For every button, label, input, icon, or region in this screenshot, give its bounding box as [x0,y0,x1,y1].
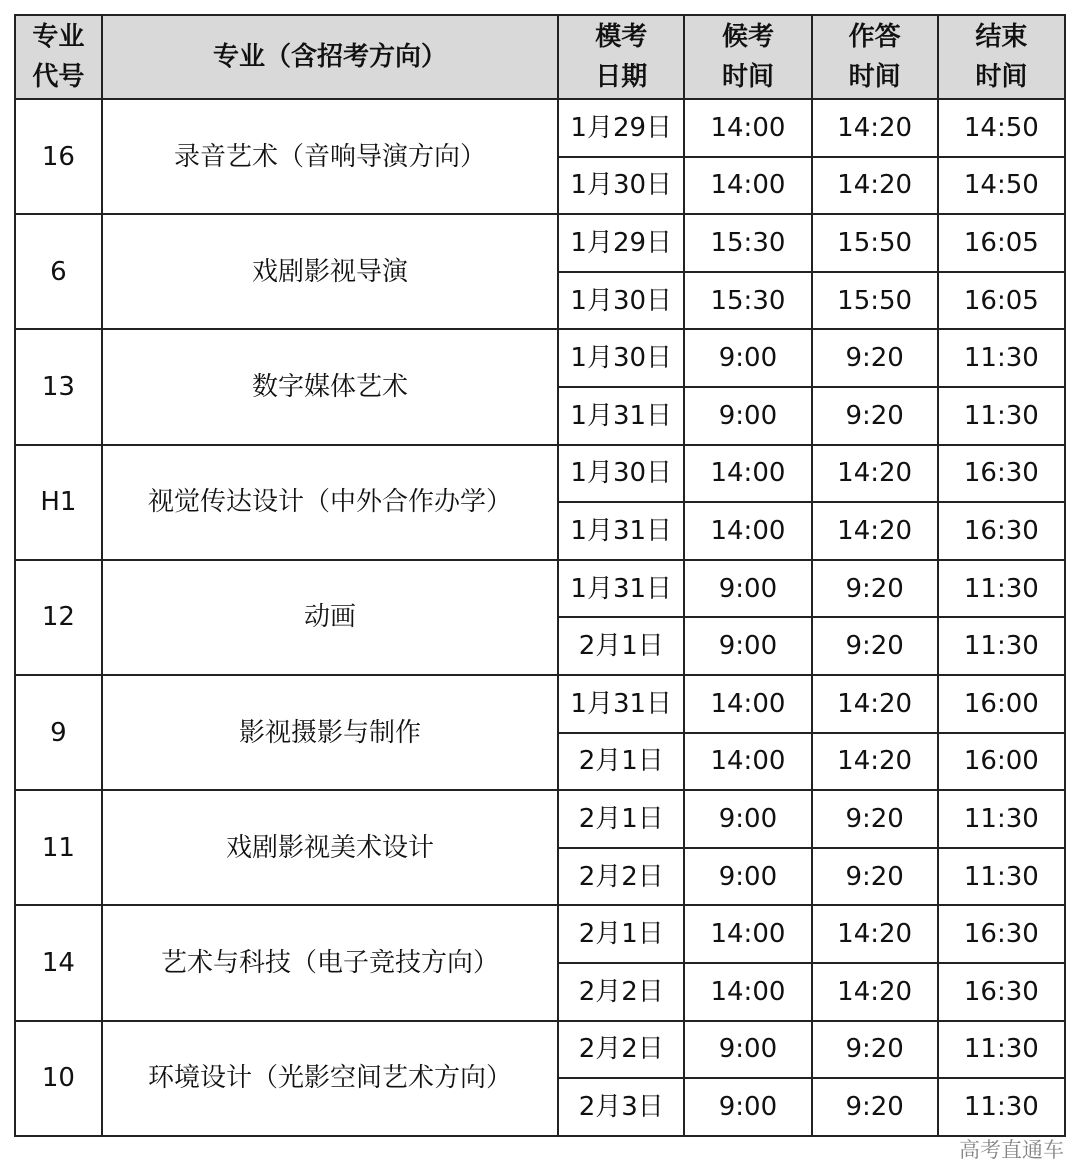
answer-time-cell: 9:20 [812,387,938,445]
wait-time-cell: 9:00 [684,1021,811,1079]
answer-time-cell: 14:20 [812,733,938,791]
mock-date-cell: 1月29日 [558,99,684,157]
header-end-time: 结束 时间 [938,15,1065,99]
answer-time-cell: 9:20 [812,790,938,848]
major-code-cell: 12 [15,560,102,675]
major-code-cell: 10 [15,1021,102,1136]
header-wait-time: 候考 时间 [684,15,811,99]
answer-time-cell: 9:20 [812,1078,938,1136]
wait-time-cell: 14:00 [684,445,811,503]
end-time-cell: 11:30 [938,790,1065,848]
mock-date-cell: 1月31日 [558,502,684,560]
header-major-code: 专业 代号 [15,15,102,99]
answer-time-cell: 14:20 [812,502,938,560]
major-code-cell: 9 [15,675,102,790]
major-name-cell: 艺术与科技（电子竞技方向） [102,905,558,1020]
end-time-cell: 11:30 [938,1021,1065,1079]
table-row [15,790,1065,848]
mock-date-cell: 2月2日 [558,1021,684,1079]
header-major: 专业（含招考方向） [102,15,558,99]
mock-date-cell: 1月31日 [558,675,684,733]
end-time-cell: 16:00 [938,675,1065,733]
mock-date-cell: 2月1日 [558,733,684,791]
end-time-cell: 11:30 [938,329,1065,387]
wait-time-cell: 14:00 [684,502,811,560]
table-row [15,329,1065,387]
table-row [15,445,1065,503]
major-code-cell: 14 [15,905,102,1020]
mock-date-cell: 2月1日 [558,905,684,963]
wait-time-cell: 14:00 [684,157,811,215]
major-name-cell: 录音艺术（音响导演方向） [102,99,558,214]
table-row [15,1021,1065,1079]
end-time-cell: 16:30 [938,905,1065,963]
table-row [15,675,1065,733]
mock-date-cell: 2月2日 [558,963,684,1021]
answer-time-cell: 14:20 [812,963,938,1021]
end-time-cell: 16:30 [938,963,1065,1021]
wait-time-cell: 9:00 [684,1078,811,1136]
mock-date-cell: 1月30日 [558,329,684,387]
mock-date-cell: 1月31日 [558,560,684,618]
wait-time-cell: 9:00 [684,387,811,445]
major-name-cell: 戏剧影视美术设计 [102,790,558,905]
header-mock-date: 模考 日期 [558,15,684,99]
answer-time-cell: 15:50 [812,272,938,330]
wait-time-cell: 9:00 [684,848,811,906]
mock-date-cell: 1月30日 [558,157,684,215]
answer-time-cell: 14:20 [812,905,938,963]
answer-time-cell: 9:20 [812,560,938,618]
wait-time-cell: 14:00 [684,963,811,1021]
answer-time-cell: 14:20 [812,675,938,733]
major-code-cell: 16 [15,99,102,214]
end-time-cell: 11:30 [938,617,1065,675]
watermark: 高考直通车 [959,1137,1064,1162]
table-row [15,905,1065,963]
major-name-cell: 数字媒体艺术 [102,329,558,444]
wait-time-cell: 9:00 [684,790,811,848]
major-name-cell: 环境设计（光影空间艺术方向） [102,1021,558,1136]
major-code-cell: 11 [15,790,102,905]
wait-time-cell: 15:30 [684,272,811,330]
end-time-cell: 11:30 [938,1078,1065,1136]
mock-exam-schedule-table [14,14,1066,1137]
mock-date-cell: 1月29日 [558,214,684,272]
wait-time-cell: 14:00 [684,905,811,963]
end-time-cell: 16:05 [938,272,1065,330]
major-code-cell: 13 [15,329,102,444]
mock-date-cell: 2月1日 [558,617,684,675]
table-row [15,214,1065,272]
mock-date-cell: 1月30日 [558,445,684,503]
mock-date-cell: 2月3日 [558,1078,684,1136]
mock-date-cell: 1月30日 [558,272,684,330]
mock-date-cell: 2月1日 [558,790,684,848]
mock-date-cell: 2月2日 [558,848,684,906]
answer-time-cell: 9:20 [812,1021,938,1079]
wait-time-cell: 9:00 [684,617,811,675]
wait-time-cell: 14:00 [684,99,811,157]
end-time-cell: 16:30 [938,502,1065,560]
end-time-cell: 16:05 [938,214,1065,272]
end-time-cell: 11:30 [938,387,1065,445]
major-name-cell: 影视摄影与制作 [102,675,558,790]
end-time-cell: 14:50 [938,157,1065,215]
end-time-cell: 14:50 [938,99,1065,157]
mock-date-cell: 1月31日 [558,387,684,445]
major-code-cell: H1 [15,445,102,560]
major-code-cell: 6 [15,214,102,329]
end-time-cell: 11:30 [938,848,1065,906]
answer-time-cell: 9:20 [812,617,938,675]
major-name-cell: 动画 [102,560,558,675]
wait-time-cell: 15:30 [684,214,811,272]
answer-time-cell: 14:20 [812,99,938,157]
table-row [15,99,1065,157]
answer-time-cell: 15:50 [812,214,938,272]
end-time-cell: 16:00 [938,733,1065,791]
answer-time-cell: 9:20 [812,329,938,387]
wait-time-cell: 9:00 [684,329,811,387]
wait-time-cell: 14:00 [684,675,811,733]
major-name-cell: 视觉传达设计（中外合作办学） [102,445,558,560]
end-time-cell: 11:30 [938,560,1065,618]
header-row [15,15,1065,99]
answer-time-cell: 14:20 [812,157,938,215]
answer-time-cell: 9:20 [812,848,938,906]
table-row [15,560,1065,618]
answer-time-cell: 14:20 [812,445,938,503]
wait-time-cell: 9:00 [684,560,811,618]
header-answer-time: 作答 时间 [812,15,938,99]
wait-time-cell: 14:00 [684,733,811,791]
end-time-cell: 16:30 [938,445,1065,503]
major-name-cell: 戏剧影视导演 [102,214,558,329]
